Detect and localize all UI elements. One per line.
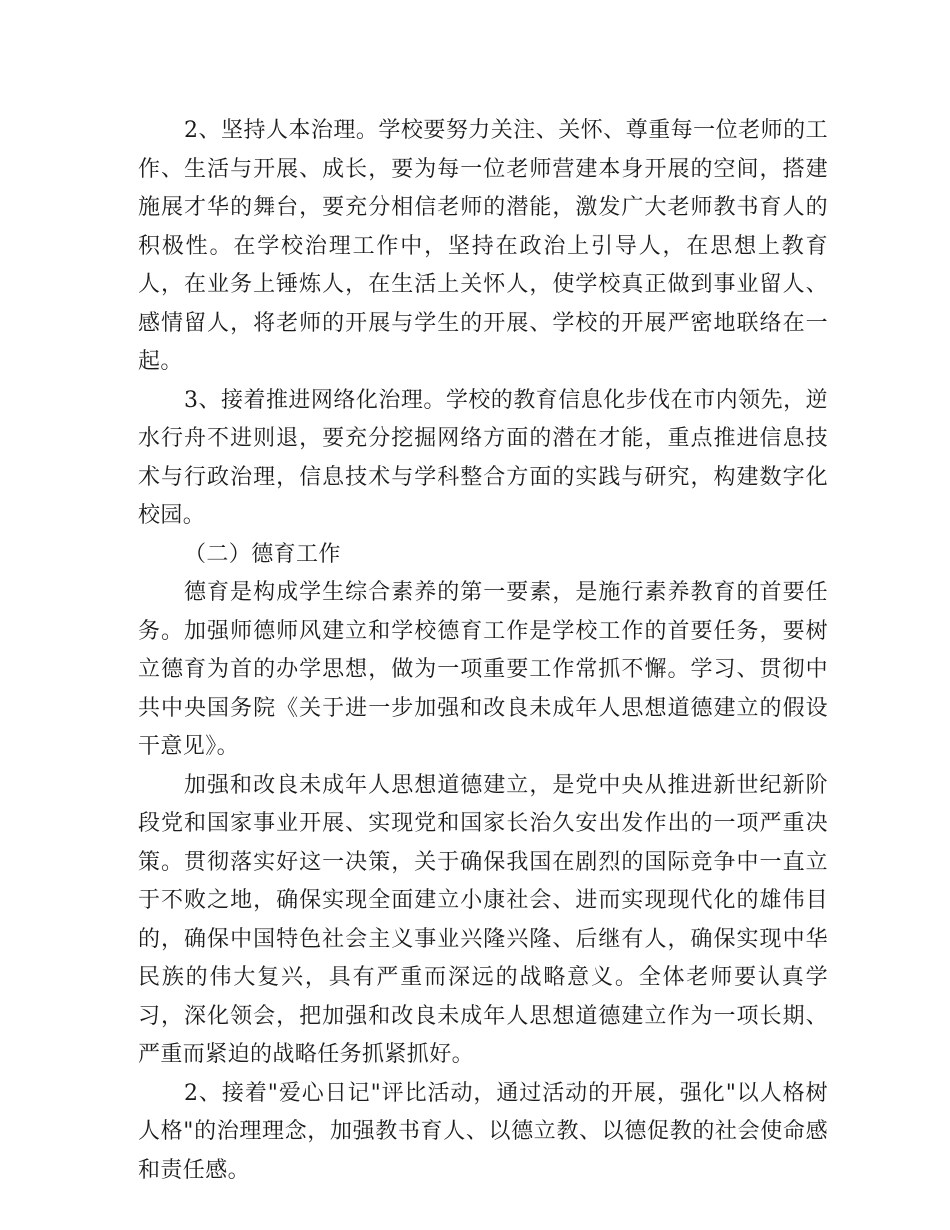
document-body	[138, 112, 828, 1190]
paragraph-network-management: 3、接着推进网络化治理。学校的教育信息化步伐在市内领先，逆水行舟不进则退，要充分挖掘网络方面的潜在才能，重点推进信息技术与行政治理，信息技术与学科整合方面的实践与研究，构建数字化校园。	[138, 387, 828, 528]
paragraph-people-oriented-management: 2、坚持人本治理。学校要努力关注、关怀、尊重每一位老师的工作、生活与开展、成长，要为每一位老师营建本身开展的空间，搭建施展才华的舞台，要充分相信老师的潜能，激发广大老师教书育人的积极性。在学校治理工作中，坚持在政治上引导人，在思想上教育人，在业务上锤炼人，在生活上关怀人，使学校真正做到事业留人、感情留人，将老师的开展与学生的开展、学校的开展严密地联络在一起。	[138, 118, 828, 374]
paragraph-minors-moral-construction: 加强和改良未成年人思想道德建立，是党中央从推进新世纪新阶段党和国家事业开展、实现党和国家长治久安出发作出的一项严重决策。贯彻落实好这一决策，关于确保我国在剧烈的国际竞争中一直立于不败之地，确保实现全面建立小康社会、进而实现现代化的雄伟目的，确保中国特色社会主义事业兴隆兴隆、后继有人，确保实现中华民族的伟大复兴，具有严重而深远的战略意义。全体老师要认真学习，深化领会，把加强和改良未成年人思想道德建立作为一项长期、严重而紧迫的战略任务抓紧抓好。	[138, 772, 828, 1067]
paragraph-moral-education-intro: 德育是构成学生综合素养的第一要素，是施行素养教育的首要任务。加强师德师风建立和学校德育工作是学校工作的首要任务，要树立德育为首的办学思想，做为一项重要工作常抓不懈。学习、贯彻中共中央国务院《关于进一步加强和改良未成年人思想道德建立的假设干意见》。	[138, 580, 828, 759]
paragraph-love-diary-activity: 2、接着"爱心日记"评比活动，通过活动的开展，强化"以人格树人格"的治理理念，加强教书育人、以德立教、以德促教的社会使命感和责任感。	[138, 1080, 828, 1183]
section-heading-moral-education: （二）德育工作	[184, 541, 341, 567]
